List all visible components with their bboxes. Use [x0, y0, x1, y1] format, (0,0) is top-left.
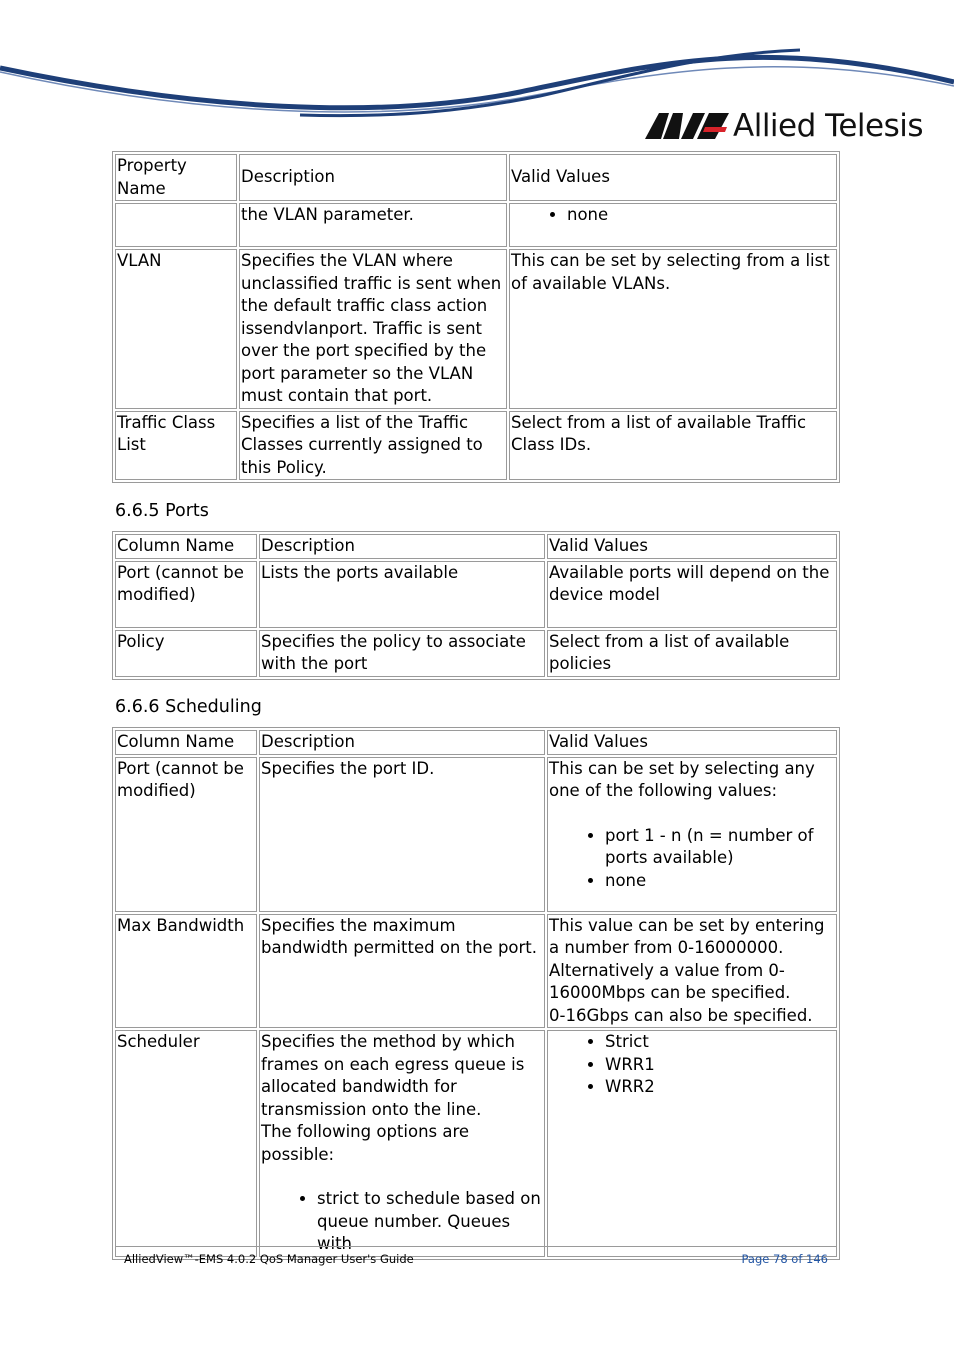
section-heading-scheduling: 6.6.6 Scheduling	[115, 697, 262, 717]
table-row	[115, 914, 837, 1029]
list-item: • none	[567, 204, 834, 227]
section-heading-ports: 6.6.5 Ports	[115, 501, 209, 521]
cell-description: Lists the ports available	[259, 561, 545, 628]
header-cell: Valid Values	[547, 534, 837, 559]
cell-valid: This can be set by selecting from a list of available VLANs.	[509, 249, 837, 409]
cell-name: VLAN	[115, 249, 237, 409]
header-cell: Description	[259, 534, 545, 559]
property-table	[112, 151, 840, 483]
cell-description	[259, 1030, 545, 1257]
table-header-row	[115, 154, 837, 201]
footer-divider	[115, 1246, 837, 1247]
table-row	[115, 249, 837, 409]
list-item: • strict to schedule based on queue number. Queues with	[317, 1188, 542, 1256]
cell-description: Specifies the maximum bandwidth permitted on the port.	[259, 914, 545, 1029]
cell-name: Port (cannot be modified)	[115, 757, 257, 912]
table-row	[115, 1030, 837, 1257]
cell-description: Specifies the VLAN where unclassified traffic is sent when the default traffic class action issendvlanport. Traffic is sent over the port specified by the port parameter so the VLAN must contain that port.	[239, 249, 507, 409]
cell-valid	[547, 914, 837, 1029]
table-header-row	[115, 534, 837, 559]
table-row	[115, 630, 837, 677]
allied-telesis-logo-mark-icon	[645, 113, 729, 139]
description-line: Specifies the method by which frames on each egress queue is allocated bandwidth for transmission onto the line.	[261, 1032, 525, 1119]
cell-valid: Select from a list of available policies	[547, 630, 837, 677]
table-row	[115, 411, 837, 481]
table-row	[115, 203, 837, 247]
table-row	[115, 757, 837, 912]
cell-description: Specifies the port ID.	[259, 757, 545, 912]
list-item: • port 1 - n (n = number of ports available)	[605, 825, 834, 870]
cell-name	[115, 203, 237, 247]
valid-line: 0-16Gbps can also be specified.	[549, 1005, 813, 1025]
header-cell: Valid Values	[547, 730, 837, 755]
cell-valid: Select from a list of available Traffic Class IDs.	[509, 411, 837, 481]
allied-telesis-logo	[645, 108, 923, 148]
header-cell: Column Name	[115, 730, 257, 755]
scheduling-table	[112, 727, 840, 1260]
valid-values-list	[549, 825, 834, 893]
cell-name: Scheduler	[115, 1030, 257, 1257]
description-line: The following options are possible:	[261, 1122, 470, 1164]
table-row	[115, 561, 837, 628]
cell-name: Max Bandwidth	[115, 914, 257, 1029]
list-item: • WRR1	[605, 1054, 834, 1077]
list-item: • Strict	[605, 1031, 834, 1054]
valid-values-list	[549, 1031, 834, 1099]
cell-valid	[509, 203, 837, 247]
header-cell: Description	[259, 730, 545, 755]
ports-table	[112, 531, 840, 680]
cell-name: Traffic Class List	[115, 411, 237, 481]
table-header-row	[115, 730, 837, 755]
cell-description: Specifies a list of the Traffic Classes currently assigned to this Policy.	[239, 411, 507, 481]
cell-valid: Available ports will depend on the device model	[547, 561, 837, 628]
valid-line: This value can be set by entering a number from 0-16000000.	[549, 915, 825, 957]
list-item: • WRR2	[605, 1076, 834, 1099]
valid-intro: This can be set by selecting any one of the following values:	[549, 758, 815, 800]
cell-valid	[547, 1030, 837, 1257]
header-cell: Description	[239, 154, 507, 201]
valid-line: Alternatively a value from 0-16000Mbps can be specified.	[549, 960, 791, 1002]
header-cell: Column Name	[115, 534, 257, 559]
cell-name: Policy	[115, 630, 257, 677]
header-cell: Valid Values	[509, 154, 837, 201]
header-cell: Property Name	[115, 154, 237, 201]
footer-document-title: AlliedView™-EMS 4.0.2 QoS Manager User's Guide	[124, 1252, 414, 1266]
cell-name: Port (cannot be modified)	[115, 561, 257, 628]
list-item: • none	[605, 870, 834, 893]
cell-description: the VLAN parameter.	[239, 203, 507, 247]
valid-values-list	[511, 204, 834, 227]
cell-description: Specifies the policy to associate with the port	[259, 630, 545, 677]
cell-valid	[547, 757, 837, 912]
footer-page-number: Page 78 of 146	[741, 1252, 828, 1266]
logo-wordmark: Allied Telesis	[733, 108, 923, 144]
